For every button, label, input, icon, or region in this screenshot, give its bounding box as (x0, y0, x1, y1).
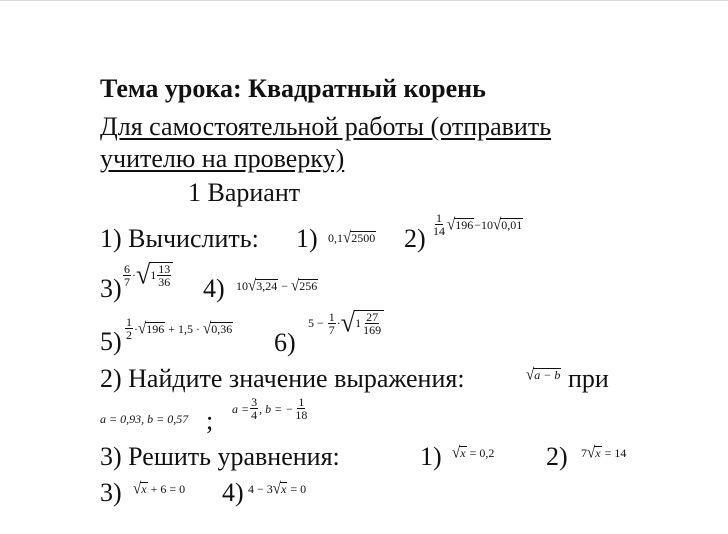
task1-item1-number: 1) (296, 224, 318, 253)
variant-heading: 1 Вариант (188, 178, 301, 207)
expr6-frac-num: 1 (328, 309, 335, 324)
expr2-radical1: √ 196 (447, 215, 474, 234)
expr5-frac-num: 1 (126, 315, 132, 329)
expr6-radicand (354, 310, 384, 336)
task2-condition2 (232, 396, 309, 421)
expr3-rad-den: 36 (158, 275, 171, 289)
task3-item2-number: 2) (546, 442, 568, 471)
expr5-radicand2: 0,36 (211, 321, 233, 336)
expr1-radical: √ 2500 (343, 229, 376, 247)
expr5-radical1: √ 196 (138, 319, 165, 338)
eq4-pre: 4 − 3 (248, 482, 273, 496)
task1-label (100, 224, 259, 254)
expr3-frac-num: 6 (124, 261, 130, 276)
subtitle-line-2-text: учителю на проверку) (100, 144, 345, 173)
expr6-rad-den: 169 (363, 323, 382, 337)
task1-label-text: 1) Вычислить: (100, 224, 259, 253)
task1-expr6 (308, 307, 384, 338)
expr4-coef: 10 (236, 279, 248, 293)
expr6-rad-num: 27 (366, 310, 379, 324)
expr2-fraction (432, 212, 446, 237)
expr6-whole: 1 (355, 316, 362, 330)
lesson-title: Тема урока: Квадратный корень (100, 74, 486, 103)
expr5-frac-den: 2 (126, 328, 132, 342)
expr3-radicand-fraction (157, 263, 171, 288)
task1-item6-number: 6) (274, 328, 296, 357)
expr2-frac-num: 1 (436, 211, 442, 225)
expr6-radicand-fraction (362, 311, 382, 336)
task1-item4-number: 4) (203, 274, 225, 303)
task2-radicand: a − b (534, 368, 561, 382)
expr3-dot: · (132, 268, 136, 282)
task2-when: при (568, 364, 609, 393)
expr6-frac-den: 7 (328, 322, 335, 337)
task1-expr3 (122, 259, 173, 290)
expr4-radicand2: 256 (299, 279, 318, 293)
task1-expr2 (431, 212, 523, 237)
eq2-radical: √ x (587, 444, 601, 462)
task1-item5-number: 5) (100, 327, 122, 356)
eq4-radicand: x (281, 482, 287, 496)
task3-eq1 (452, 446, 494, 460)
expr2-radicand1: 196 (455, 217, 474, 232)
task3-eq4 (248, 482, 306, 496)
expr4-radical2: √ 256 (291, 277, 318, 295)
cond2-frac1-den: 4 (251, 408, 258, 422)
expr4-radical1: √ 3,24 (248, 277, 278, 295)
cond2-fraction1 (250, 396, 258, 421)
expr4-radicand1: 3,24 (256, 279, 278, 293)
expr4-mid: − (281, 279, 289, 293)
eq1-radical: √ x (452, 444, 466, 462)
task3-eq2 (581, 446, 626, 460)
expr3-rad-num: 13 (158, 262, 171, 276)
task1-expr5 (124, 316, 233, 341)
expr5-fraction (125, 316, 133, 341)
expr2-radical2: √ 0,01 (493, 215, 523, 234)
expr5-mid: + 1,5 · (168, 321, 200, 336)
task1-item3-number: 3) (100, 274, 122, 303)
task2-condition1: a = 0,93, b = 0,57 (100, 412, 189, 426)
eq2-coef: 7 (581, 446, 587, 460)
task3-item3-number: 3) (100, 478, 122, 507)
eq4-radical: √ x (272, 480, 287, 498)
eq1-radicand: x (460, 446, 466, 460)
expr1-radicand: 2500 (351, 231, 376, 245)
expr5-dot: · (134, 321, 138, 336)
eq3-radicand: x (141, 482, 147, 496)
expr3-fraction (123, 263, 131, 288)
cond2-b: , b = − (259, 401, 294, 416)
cond2-frac2-den: 18 (295, 408, 308, 422)
cond2-fraction2 (294, 396, 308, 421)
cond2-frac2-num: 1 (298, 395, 305, 409)
top-divider (0, 0, 728, 1)
eq3-rest: + 6 = 0 (150, 482, 186, 496)
eq4-rest: = 0 (290, 482, 307, 496)
task3-eq3 (133, 482, 185, 496)
expr3-whole: 1 (150, 268, 157, 282)
task3-item4-number: 4) (222, 478, 244, 507)
expr3-radical: √ 1 $\frac{13}{36}$ (136, 262, 173, 288)
expr3-frac-den: 7 (124, 274, 130, 289)
expr5-radical2: √ 0,36 (203, 319, 233, 338)
task2-label: 2) Найдите значение выражения: (100, 364, 465, 393)
subtitle-line-2 (100, 144, 344, 174)
expr2-frac-den: 14 (433, 224, 445, 238)
subtitle-line-1: Для самостоятельной работы (отправить (100, 112, 552, 141)
task2-separator: ; (206, 406, 214, 435)
eq3-radical: √ x (133, 480, 147, 498)
cond2-frac1-num: 3 (251, 395, 258, 409)
task1-item2-number: 2) (404, 224, 426, 253)
expr6-dot: · (336, 316, 341, 330)
expr6-fraction (328, 311, 336, 336)
expr5-radicand1: 196 (146, 321, 165, 336)
expr6-pre: 5 − (308, 316, 324, 330)
task2-expression (526, 368, 561, 382)
cond2-a: a = (232, 401, 250, 416)
expr2-mid: −10 (474, 217, 494, 232)
task2-radical: √ a − b (526, 366, 561, 384)
eq2-rest: = 14 (604, 446, 627, 460)
task3-label: 3) Решить уравнения: (100, 442, 340, 471)
expr2-radicand2: 0,01 (501, 217, 523, 232)
eq1-rest: = 0,2 (469, 446, 495, 460)
eq2-radicand: x (595, 446, 601, 460)
expr1-coef: 0,1 (328, 231, 343, 245)
task1-expr1 (328, 231, 376, 245)
task3-item1-number: 1) (420, 442, 442, 471)
expr3-radicand (149, 262, 173, 288)
task1-expr4 (236, 279, 318, 293)
expr6-radical: √ 1 $\frac{27}{169}$ (341, 310, 384, 336)
